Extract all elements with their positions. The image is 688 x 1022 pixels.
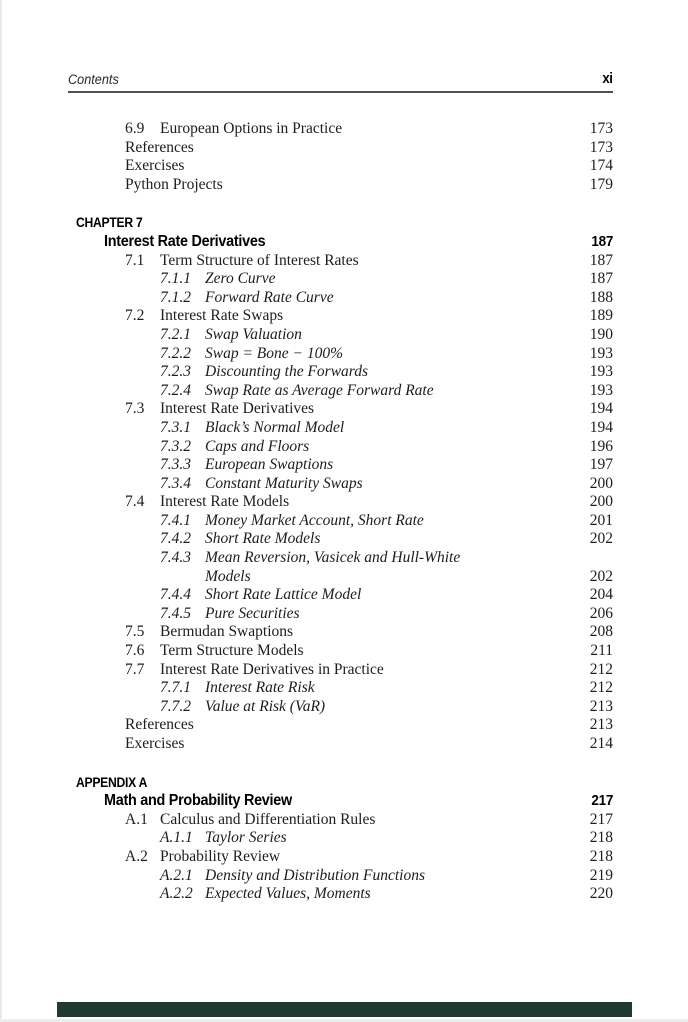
- toc-entry-title: Value at Risk (VaR): [205, 697, 326, 715]
- toc-entry-title: Mean Reversion, Vasicek and Hull-White: [205, 549, 461, 567]
- toc-entry-page: 193: [589, 344, 613, 362]
- running-header: [68, 70, 613, 87]
- toc-entry-number: 7.4: [125, 493, 145, 511]
- toc-entry-title: Caps and Floors: [205, 437, 310, 455]
- chapter-title-text: Math and Probability Review: [104, 792, 292, 810]
- toc-entry-title: Constant Maturity Swaps: [205, 474, 363, 492]
- header-rule: [68, 91, 613, 93]
- toc-entry-title: [104, 233, 577, 252]
- toc-entry: [68, 176, 613, 195]
- toc-entry-number: 7.2.2: [160, 344, 191, 362]
- toc-entry-page: 193: [589, 363, 613, 381]
- toc-entry-title: References: [125, 138, 194, 156]
- toc-entry: [68, 157, 613, 176]
- toc-block: [68, 774, 613, 904]
- toc-entry-title: Swap Valuation: [205, 325, 302, 343]
- toc-entry: [68, 605, 613, 624]
- toc-entry-title: European Swaptions: [205, 456, 334, 474]
- toc-entry-title: Models: [205, 567, 251, 585]
- toc-entry-title: Short Rate Lattice Model: [205, 586, 362, 604]
- toc-entry-page: [577, 233, 613, 252]
- toc-entry: [68, 475, 613, 494]
- toc-entry-number: 7.4.1: [160, 511, 191, 529]
- toc-entry: [68, 326, 613, 345]
- chapter-label: APPENDIX A: [76, 774, 148, 790]
- toc-entry-page: 208: [589, 623, 613, 641]
- toc-entry: [68, 139, 613, 158]
- toc-entry-title: Expected Values, Moments: [205, 885, 371, 903]
- toc-entry-page: 206: [589, 604, 613, 622]
- chapter-label: CHAPTER 7: [76, 215, 143, 231]
- toc-entry: [68, 419, 613, 438]
- toc-entry-page: 194: [589, 400, 613, 418]
- toc-entry: [68, 716, 613, 735]
- toc-entry-page: 217: [589, 810, 613, 828]
- toc-entry-number: 7.4.4: [160, 586, 191, 604]
- toc-entry: [68, 661, 613, 680]
- toc-entry-number: A.2.2: [160, 885, 193, 903]
- bottom-bar: [57, 1002, 632, 1017]
- toc-entry-title: Black’s Normal Model: [205, 418, 345, 436]
- toc-entry: [68, 568, 613, 587]
- toc-entry-page: 187: [589, 270, 613, 288]
- toc-entry-number: 7.7.1: [160, 679, 191, 697]
- toc: [68, 120, 613, 904]
- toc-entry-page: 219: [589, 866, 613, 884]
- toc-entry: [68, 735, 613, 754]
- toc-entry-number: 6.9: [125, 120, 145, 137]
- chapter-title-row: [68, 792, 613, 811]
- toc-entry-page: 220: [589, 885, 613, 903]
- toc-entry-title: Interest Rate Derivatives: [160, 400, 315, 418]
- toc-entry-title: [104, 792, 577, 811]
- chapter-label-row: [68, 214, 613, 233]
- toc-entry-title: Money Market Account, Short Rate: [205, 511, 424, 529]
- chapter-title-page: 187: [591, 232, 613, 250]
- toc-entry-number: 7.3: [125, 400, 145, 418]
- toc-entry-title: Calculus and Differentiation Rules: [160, 810, 376, 828]
- toc-entry-number: 7.3.1: [160, 418, 191, 436]
- running-header-title: Contents: [68, 72, 119, 87]
- toc-entry: [68, 530, 613, 549]
- toc-entry-number: 7.3.2: [160, 437, 191, 455]
- toc-entry: [68, 252, 613, 271]
- toc-entry-title: Bermudan Swaptions: [160, 623, 294, 641]
- toc-entry-number: A.1.1: [160, 829, 193, 847]
- toc-entry: [68, 811, 613, 830]
- toc-entry-number: 7.1.2: [160, 288, 191, 306]
- toc-entry-page: 200: [589, 474, 613, 492]
- toc-entry-number: 7.3.3: [160, 456, 191, 474]
- toc-entry-title: Zero Curve: [205, 270, 276, 288]
- toc-entry-page: 188: [589, 288, 613, 306]
- toc-entry-title: Interest Rate Derivatives in Practice: [160, 660, 384, 678]
- toc-entry-title: Python Projects: [125, 175, 223, 193]
- toc-entry: [68, 363, 613, 382]
- toc-entry-page: 202: [589, 530, 613, 548]
- toc-entry-title: Exercises: [125, 157, 185, 175]
- toc-entry-title: European Options in Practice: [160, 120, 343, 137]
- toc-entry-number: 7.2.1: [160, 325, 191, 343]
- toc-entry-page: 194: [589, 418, 613, 436]
- toc-entry-title: Interest Rate Risk: [205, 679, 315, 697]
- toc-entry-number: 7.4.2: [160, 530, 191, 548]
- toc-entry-page: 196: [589, 437, 613, 455]
- toc-entry: [68, 623, 613, 642]
- toc-entry-page: 214: [589, 735, 613, 752]
- toc-entry-title: Pure Securities: [205, 604, 300, 622]
- toc-entry: [68, 456, 613, 475]
- toc-entry: [68, 382, 613, 401]
- toc-entry-page: 173: [589, 138, 613, 156]
- toc-entry-title: Interest Rate Swaps: [160, 307, 284, 325]
- toc-entry-title: Short Rate Models: [205, 530, 321, 548]
- toc-entry: [68, 270, 613, 289]
- toc-entry-page: 197: [589, 456, 613, 474]
- toc-entry-title: Term Structure Models: [160, 642, 304, 660]
- toc-entry-title: Term Structure of Interest Rates: [160, 251, 359, 269]
- toc-entry: [68, 586, 613, 605]
- toc-entry-page: 211: [590, 642, 613, 660]
- toc-entry-page: 204: [589, 586, 613, 604]
- toc-entry-title: Probability Review: [160, 847, 281, 865]
- toc-entry-page: 173: [589, 120, 613, 137]
- toc-entry-number: 7.1.1: [160, 270, 191, 288]
- toc-entry: [68, 829, 613, 848]
- toc-entry: [68, 289, 613, 308]
- toc-entry-number: 7.3.4: [160, 474, 191, 492]
- toc-entry: [68, 885, 613, 904]
- toc-entry: [68, 848, 613, 867]
- toc-entry-number: 7.7.2: [160, 697, 191, 715]
- toc-entry-title: Forward Rate Curve: [205, 288, 334, 306]
- toc-entry: [68, 307, 613, 326]
- toc-entry: [68, 679, 613, 698]
- toc-entry: [68, 493, 613, 512]
- toc-entry-title: References: [125, 716, 194, 734]
- toc-entry-page: 179: [589, 175, 613, 193]
- toc-entry: [68, 400, 613, 419]
- toc-entry: [68, 120, 613, 139]
- toc-entry-title: Interest Rate Models: [160, 493, 290, 511]
- toc-entry-page: 218: [589, 847, 613, 865]
- toc-entry-number: A.1: [125, 810, 148, 828]
- chapter-title-page: 217: [591, 792, 613, 810]
- toc-entry-number: 7.5: [125, 623, 145, 641]
- toc-entry-number: A.2.1: [160, 866, 193, 884]
- chapter-label-row: [68, 774, 613, 793]
- toc-entry-page: 213: [589, 716, 613, 734]
- toc-entry-number: A.2: [125, 847, 148, 865]
- scan-left-edge: [0, 0, 2, 1022]
- toc-entry-number: 7.1: [125, 251, 145, 269]
- toc-entry-page: 174: [589, 157, 613, 175]
- toc-entry-page: 218: [589, 829, 613, 847]
- toc-entry-page: 212: [589, 679, 613, 697]
- toc-entry-page: 200: [589, 493, 613, 511]
- toc-entry-page: 212: [589, 660, 613, 678]
- toc-entry-page: [577, 792, 613, 811]
- toc-entry-page: 213: [589, 697, 613, 715]
- chapter-title-text: Interest Rate Derivatives: [104, 232, 266, 250]
- toc-entry: [68, 642, 613, 661]
- toc-entry-number: 7.4.5: [160, 604, 191, 622]
- toc-entry-page: 202: [589, 567, 613, 585]
- page-number-roman: xi: [602, 70, 613, 87]
- toc-entry: [68, 345, 613, 364]
- toc-entry-title: Swap = Bone − 100%: [205, 344, 344, 362]
- toc-entry-page: 187: [589, 251, 613, 269]
- toc-entry-page: 190: [589, 325, 613, 343]
- toc-entry-number: 7.4.3: [160, 549, 191, 567]
- toc-entry: [68, 549, 613, 568]
- toc-entry-title: Taylor Series: [205, 829, 287, 847]
- toc-entry: [68, 867, 613, 886]
- toc-entry-title: Discounting the Forwards: [205, 363, 369, 381]
- toc-entry-number: 7.6: [125, 642, 145, 660]
- toc-block: [68, 120, 613, 194]
- toc-entry-page: 193: [589, 381, 613, 399]
- toc-entry-number: 7.2: [125, 307, 145, 325]
- toc-entry-number: 7.7: [125, 660, 145, 678]
- toc-entry-number: 7.2.3: [160, 363, 191, 381]
- toc-entry: [68, 698, 613, 717]
- toc-entry-page: 189: [589, 307, 613, 325]
- toc-entry-number: 7.2.4: [160, 381, 191, 399]
- toc-entry-title: Density and Distribution Functions: [205, 866, 426, 884]
- toc-entry-title: Exercises: [125, 735, 185, 752]
- toc-block: [68, 214, 613, 753]
- toc-entry-title: Swap Rate as Average Forward Rate: [205, 381, 434, 399]
- toc-entry: [68, 438, 613, 457]
- toc-entry: [68, 512, 613, 531]
- toc-entry-page: 201: [589, 511, 613, 529]
- chapter-title-row: [68, 233, 613, 252]
